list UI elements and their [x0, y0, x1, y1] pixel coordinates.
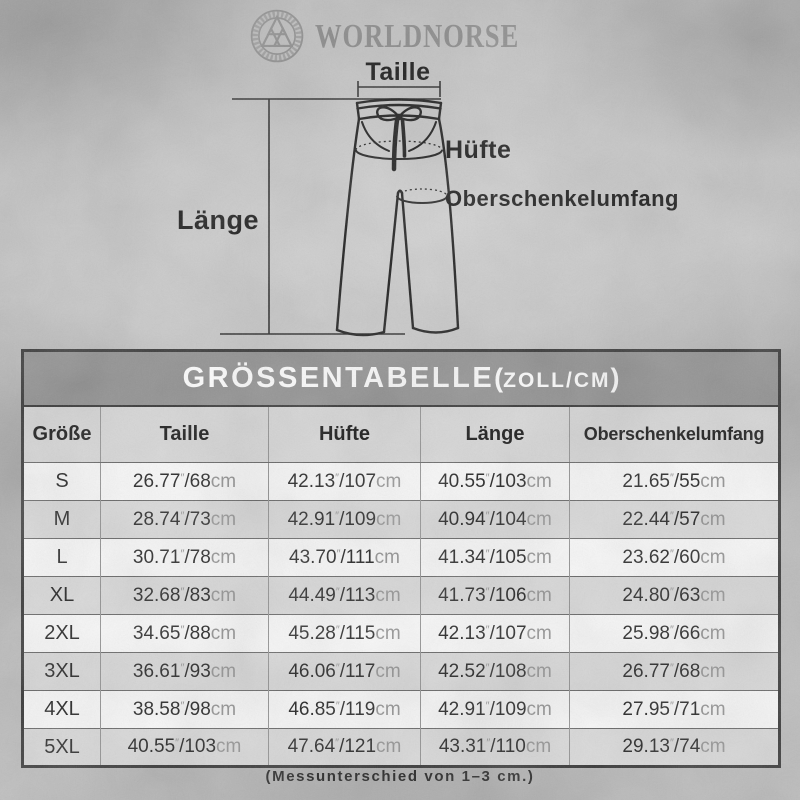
inch-value: 46.85 [288, 698, 336, 720]
measure-cell [101, 463, 269, 501]
cm-unit: cm [700, 698, 726, 720]
size-cell: M [23, 501, 101, 539]
cm-value: 98 [189, 698, 211, 720]
cm-value: 78 [189, 546, 211, 568]
measure-cell [421, 577, 570, 615]
cm-unit: cm [376, 470, 402, 492]
column-header-thigh: Oberschenkelumfang [570, 406, 780, 463]
column-header-length: Länge [421, 406, 570, 463]
measurement-note: (Messunterschied von 1–3 cm.) [265, 768, 535, 785]
inch-value: 38.58 [132, 698, 181, 720]
inch-mark: ″ [485, 661, 490, 674]
inch-mark: ″ [485, 699, 490, 712]
slash: / [490, 736, 496, 757]
cm-unit: cm [526, 622, 552, 644]
inch-mark: ″ [335, 737, 340, 749]
size-cell: 4XL [23, 691, 101, 729]
cm-unit: cm [700, 622, 726, 644]
inch-mark: ″ [669, 737, 674, 749]
slash: / [673, 660, 680, 682]
measure-cell [269, 691, 421, 729]
inch-value: 47.64 [287, 736, 336, 757]
measure-cell [101, 729, 269, 767]
inch-mark: ″ [486, 737, 491, 749]
slash: / [489, 698, 495, 720]
cm-unit: cm [700, 584, 726, 606]
inch-value: 26.77 [132, 470, 181, 492]
inch-value: 25.98 [622, 622, 670, 644]
cm-value: 83 [189, 584, 211, 606]
cm-value: 104 [494, 508, 527, 530]
cm-unit: cm [374, 546, 400, 568]
cm-value: 109 [494, 698, 527, 720]
cm-unit: cm [210, 584, 237, 606]
inch-mark: ″ [485, 547, 490, 560]
brand-name: WORLDNORSE [314, 16, 519, 55]
inch-value: 24.80 [622, 584, 670, 606]
cm-value: 115 [345, 622, 376, 644]
cm-value: 106 [494, 584, 527, 606]
inch-mark: ″ [335, 699, 340, 712]
slash: / [489, 660, 495, 682]
table-title-row [23, 351, 780, 406]
inch-mark: ″ [669, 699, 674, 712]
size-cell: L [23, 539, 101, 577]
slash: / [184, 698, 190, 720]
size-row-5xl [23, 729, 780, 767]
inch-mark: ″ [335, 471, 340, 484]
length-label: Länge [177, 205, 260, 235]
slash: / [184, 470, 190, 492]
inch-value: 34.65 [132, 622, 181, 644]
inch-value: 42.13 [287, 470, 336, 492]
size-row-2xl [23, 615, 780, 653]
cm-unit: cm [526, 660, 552, 682]
cm-unit: cm [700, 660, 726, 682]
cm-value: 103 [494, 470, 527, 492]
cm-unit: cm [526, 698, 552, 720]
size-table [21, 349, 781, 768]
measure-cell [269, 577, 421, 615]
inch-mark: ″ [180, 547, 185, 560]
cm-unit: cm [376, 508, 402, 530]
inch-value: 42.13 [438, 622, 486, 644]
inch-mark: ″ [180, 585, 185, 598]
inch-value: 41.73 [438, 584, 486, 606]
cm-unit: cm [700, 508, 726, 530]
cm-unit: cm [210, 698, 237, 720]
inch-mark: ″ [669, 661, 674, 674]
slash: / [673, 622, 680, 644]
slash: / [339, 660, 346, 682]
size-cell: S [23, 463, 101, 501]
cm-value: 110 [495, 736, 526, 757]
inch-value: 27.95 [622, 698, 670, 720]
inch-value: 40.94 [438, 508, 486, 530]
slash: / [179, 736, 185, 757]
inch-mark: ″ [669, 623, 674, 636]
inch-value: 46.06 [288, 660, 336, 682]
table-title: GRÖSSENTABELLE(ZOLL/CM) [23, 351, 780, 406]
inch-mark: ″ [335, 661, 340, 674]
thigh-label: Oberschenkelumfang [445, 186, 679, 211]
cm-unit: cm [700, 546, 726, 568]
inch-mark: ″ [669, 585, 674, 598]
cm-value: 117 [345, 660, 376, 682]
inch-mark: ″ [669, 471, 674, 484]
size-row-4xl [23, 691, 780, 729]
measure-cell [421, 463, 570, 501]
measure-cell [421, 691, 570, 729]
cm-unit: cm [375, 660, 401, 682]
inch-value: 40.55 [127, 736, 176, 757]
inch-value: 40.55 [438, 470, 486, 492]
slash: / [673, 698, 680, 720]
inch-mark: ″ [669, 547, 674, 560]
cm-value: 107 [494, 622, 527, 644]
inch-mark: ″ [180, 699, 185, 712]
cm-value: 88 [189, 622, 211, 644]
hip-ellipse [356, 141, 442, 159]
column-header-hip: Hüfte [269, 406, 421, 463]
cm-unit: cm [210, 508, 237, 530]
inch-mark: ″ [485, 585, 490, 598]
slash: / [489, 584, 495, 606]
cm-value: 93 [189, 660, 211, 682]
inch-value: 32.68 [132, 584, 181, 606]
cm-unit: cm [375, 584, 401, 606]
measure-cell [101, 615, 269, 653]
measure-cell [269, 501, 421, 539]
measure-cell [570, 463, 780, 501]
inch-value: 21.65 [622, 470, 670, 492]
inch-value: 45.28 [288, 622, 336, 644]
cm-value: 68 [189, 470, 211, 492]
size-cell: 5XL [23, 729, 101, 767]
measure-cell [570, 615, 780, 653]
column-header-size: Größe [23, 406, 101, 463]
slash: / [673, 736, 680, 757]
slash: / [184, 546, 190, 568]
measure-cell [101, 539, 269, 577]
slash: / [489, 508, 495, 530]
slash: / [339, 736, 345, 757]
slash: / [489, 622, 495, 644]
cm-value: 111 [345, 546, 375, 568]
slash: / [673, 546, 680, 568]
inch-mark: ″ [180, 509, 185, 522]
slash: / [339, 508, 345, 530]
slash: / [489, 546, 495, 568]
slash: / [184, 584, 190, 606]
measure-cell [101, 653, 269, 691]
inch-mark: ″ [175, 737, 180, 749]
inch-value: 30.71 [132, 546, 181, 568]
cm-unit: cm [376, 736, 402, 757]
cm-value: 103 [184, 736, 217, 757]
inch-value: 28.74 [132, 508, 181, 530]
slash: / [673, 508, 680, 530]
slash: / [673, 470, 680, 492]
slash: / [339, 622, 346, 644]
measure-cell [269, 729, 421, 767]
inch-mark: ″ [485, 471, 490, 484]
slash: / [339, 470, 345, 492]
cm-value: 107 [344, 470, 377, 492]
inch-mark: ″ [335, 509, 340, 522]
slash: / [489, 470, 495, 492]
inch-mark: ″ [180, 623, 185, 636]
measure-cell [570, 501, 780, 539]
inch-mark: ″ [335, 585, 340, 598]
cm-value: 60 [679, 546, 701, 568]
cm-value: 57 [679, 508, 701, 530]
measure-cell [421, 729, 570, 767]
cm-unit: cm [526, 470, 552, 492]
inch-mark: ″ [335, 623, 340, 636]
inch-value: 42.91 [287, 508, 336, 530]
size-cell: 2XL [23, 615, 101, 653]
waist-label: Taille [365, 58, 431, 86]
size-cell: 3XL [23, 653, 101, 691]
cm-value: 108 [494, 660, 527, 682]
hip-label: Hüfte [445, 136, 512, 164]
inch-value: 29.13 [622, 736, 670, 757]
size-cell: XL [23, 577, 101, 615]
measure-cell [101, 691, 269, 729]
measure-cell [570, 539, 780, 577]
size-row-3xl [23, 653, 780, 691]
inch-value: 43.70 [289, 546, 337, 568]
measure-cell [101, 501, 269, 539]
cm-unit: cm [526, 508, 552, 530]
measure-cell [269, 653, 421, 691]
size-row-xl [23, 577, 780, 615]
size-row-l [23, 539, 780, 577]
cm-value: 73 [189, 508, 211, 530]
slash: / [184, 660, 190, 682]
measure-cell [570, 729, 780, 767]
inch-value: 22.44 [622, 508, 670, 530]
inch-value: 36.61 [132, 660, 181, 682]
size-table-body [23, 463, 780, 767]
size-row-m [23, 501, 780, 539]
cm-unit: cm [210, 660, 237, 682]
thigh-ellipse [397, 189, 447, 203]
cm-unit: cm [216, 736, 242, 757]
cm-unit: cm [526, 546, 552, 568]
brand-header [0, 7, 800, 65]
inch-value: 42.52 [438, 660, 486, 682]
inch-value: 43.31 [438, 736, 487, 757]
cm-value: 71 [679, 698, 701, 720]
cm-value: 109 [344, 508, 377, 530]
measure-cell [570, 577, 780, 615]
measure-cell [421, 615, 570, 653]
measure-cell [101, 577, 269, 615]
cm-unit: cm [525, 736, 552, 757]
cm-unit: cm [210, 622, 237, 644]
cm-unit: cm [210, 470, 237, 492]
measure-cell [269, 539, 421, 577]
valknut-logo-icon [248, 7, 306, 65]
slash: / [184, 508, 190, 530]
slash: / [184, 622, 190, 644]
size-row-s [23, 463, 780, 501]
inch-mark: ″ [485, 623, 490, 636]
cm-value: 119 [345, 698, 376, 720]
measure-cell [421, 501, 570, 539]
cm-unit: cm [526, 584, 552, 606]
inch-mark: ″ [485, 509, 490, 522]
inch-mark: ″ [669, 509, 674, 522]
cm-value: 63 [679, 584, 701, 606]
inch-value: 44.49 [288, 584, 336, 606]
table-column-headers [23, 406, 780, 463]
slash: / [339, 698, 346, 720]
cm-value: 121 [344, 736, 377, 757]
column-header-waist: Taille [101, 406, 269, 463]
cm-value: 55 [679, 470, 701, 492]
cm-value: 68 [679, 660, 701, 682]
cm-value: 66 [679, 622, 701, 644]
cm-unit: cm [375, 698, 401, 720]
inch-value: 23.62 [622, 546, 670, 568]
cm-unit: cm [700, 470, 726, 492]
measure-cell [570, 691, 780, 729]
inch-mark: ″ [180, 661, 185, 674]
slash: / [673, 584, 680, 606]
measure-cell [269, 615, 421, 653]
cm-value: 113 [345, 584, 376, 606]
inch-value: 42.91 [438, 698, 486, 720]
cm-value: 105 [494, 546, 527, 568]
cm-unit: cm [210, 546, 237, 568]
measure-cell [570, 653, 780, 691]
slash: / [339, 584, 346, 606]
inch-mark: ″ [180, 471, 185, 484]
measure-cell [269, 463, 421, 501]
cm-unit: cm [375, 622, 401, 644]
cm-value: 74 [679, 736, 701, 757]
inch-value: 41.34 [438, 546, 486, 568]
cm-unit: cm [700, 736, 726, 757]
inch-value: 26.77 [622, 660, 670, 682]
measure-cell [421, 539, 570, 577]
inch-mark: ″ [336, 547, 341, 560]
measure-cell [421, 653, 570, 691]
slash: / [340, 546, 346, 568]
